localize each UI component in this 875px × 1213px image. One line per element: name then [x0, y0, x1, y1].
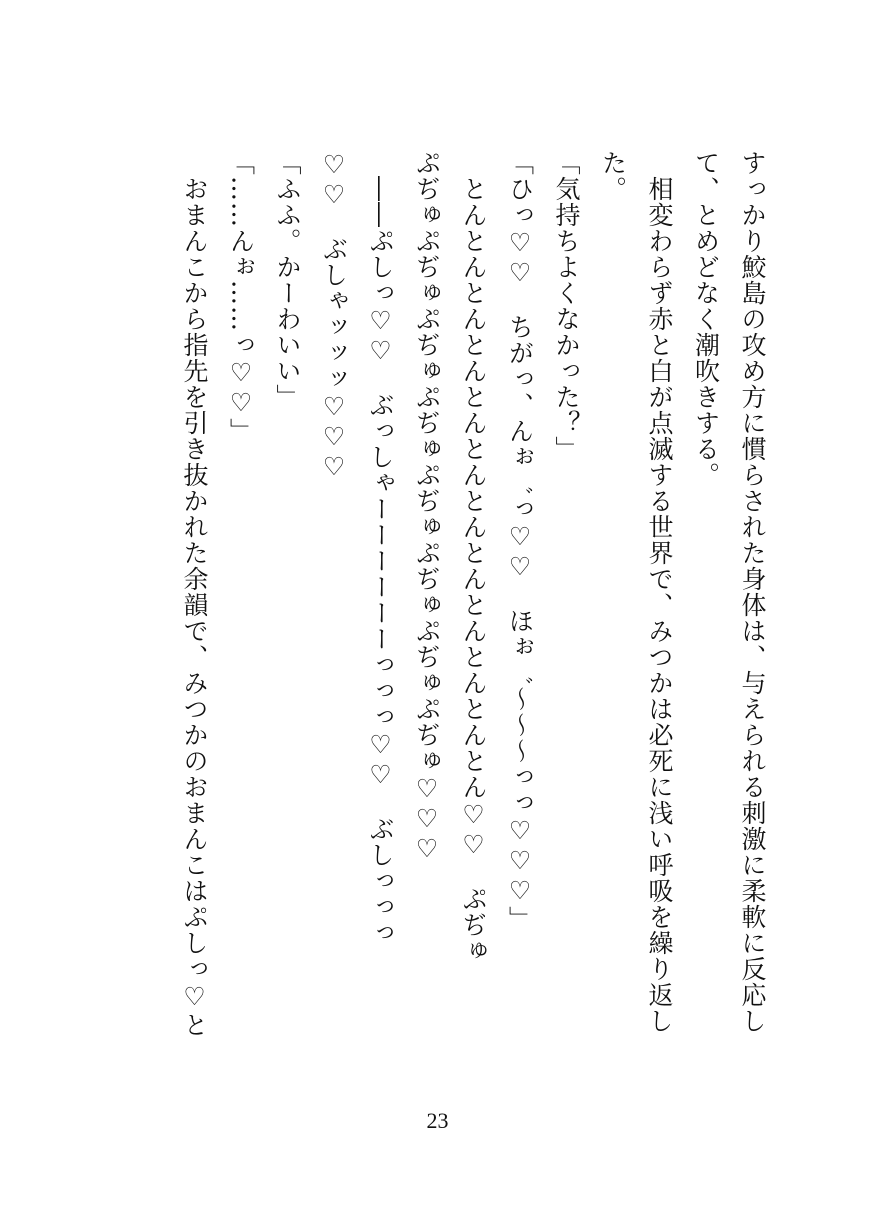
text-line: 「ふふ。かーわいい」 — [273, 150, 302, 410]
text-line: とんとんとんとんとんとんとんとんとんとんとんとん♡♡ ぷぢゅ — [459, 150, 488, 964]
text-line: 「ひっ♡♡ ちがっ、んぉ゛っ♡♡ ほぉ゛～～～っっ♡♡♡」 — [505, 150, 535, 932]
text-line: ぷぢゅぷぢゅぷぢゅぷぢゅぷぢゅぷぢゅぷぢゅぷぢゅ♡♡♡ — [412, 150, 442, 864]
text-line: すっかり鮫島の攻め方に慣らされた身体は、与えられる刺激に柔軟に反応し — [738, 150, 767, 1034]
text-line: 「……んぉ……っ♡♡」 — [226, 150, 256, 444]
text-line: 「気持ちよくなかった？」 — [552, 150, 581, 462]
text-line: て、とめどなく潮吹きする。 — [691, 150, 721, 488]
text-line: た。 — [598, 150, 628, 202]
text-line: ――ぷしっ♡♡ ぶっしゃーーーーーーっっっ♡♡ ぶしっっっ — [366, 150, 395, 946]
text-line: おまんこから指先を引き抜かれた余韻で、みつかのおまんこはぷしっ♡と — [180, 150, 209, 1038]
vertical-text-body — [171, 150, 776, 1038]
text-line: 相変わらず赤と白が点滅する世界で、みつかは必死に浅い呼吸を繰り返し — [645, 150, 674, 1034]
text-line: ♡♡ ぶしゃッッッ♡♡♡ — [319, 150, 349, 482]
page-number: 23 — [426, 1108, 449, 1133]
